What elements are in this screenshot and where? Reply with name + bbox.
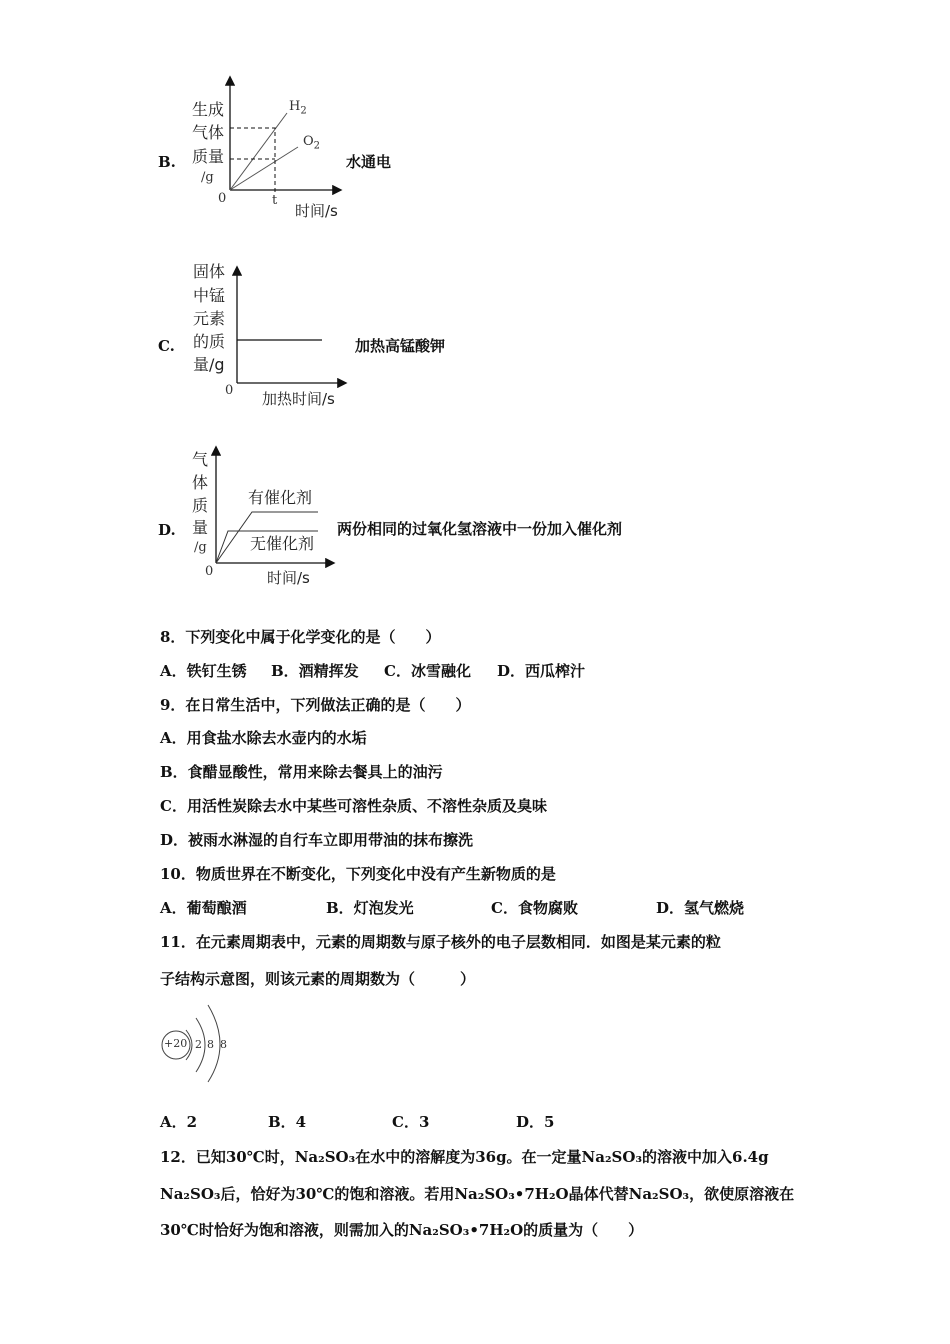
atom-nucleus-charge: +20 [164,1037,188,1050]
question-9-stem: 9．在日常生活中，下列做法正确的是（ ） [160,696,471,714]
q9-option-b: B．食醋显酸性，常用来除去餐具上的油污 [160,763,443,781]
chart-c-ylabel: 固体 [193,262,226,281]
chart-d-ylabel: 气 [192,450,209,469]
q11-option-a: A．2 [160,1113,198,1131]
q11-option-d: D．5 [516,1113,555,1131]
q9-option-d: D．被雨水淋湿的自行车立即用带油的抹布擦洗 [160,831,474,849]
chart-d-ylabel: 体 [192,473,209,492]
q10-option-c: C．食物腐败 [491,899,578,917]
chart-b-ylabel: 生成 [192,100,225,119]
chart-b-xlabel: 时间/s [295,202,338,220]
chart-b-o2-line [230,147,298,190]
question-11-stem: 11．在元素周期表中，元素的周期数与原子核外的电子层数相同．如图是某元素的粒 [160,933,721,951]
chart-c-xlabel: 加热时间/s [262,390,335,408]
q10-option-b: B．灯泡发光 [326,899,414,917]
q9-option-a: A．用食盐水除去水壶内的水垢 [160,729,367,747]
q10-option-a: A．葡萄酿酒 [160,899,247,917]
option-c-letter: C. [158,337,175,355]
chart-b-ylabel: 质量 [192,147,225,166]
chart-b-h2-line [230,113,287,190]
chart-d-ylabel: /g [194,540,207,555]
chart-c-ylabel: 的质 [193,332,226,351]
question-12-stem: 12．已知30℃时，Na₂SO₃在水中的溶解度为36g。在一定量Na₂SO₃的溶液中加入6.4g [160,1148,769,1166]
q9-option-c: C．用活性炭除去水中某些可溶性杂质、不溶性杂质及臭味 [160,797,547,815]
chart-c-ylabel: 量/g [193,355,225,374]
chart-b-ylabel: 气体 [192,123,225,142]
question-12-stem: 30℃时恰好为饱和溶液，则需加入的Na₂SO₃•7H₂O的质量为（ ） [160,1221,644,1239]
chart-c-ylabel: 元素 [193,309,226,328]
chart-c-origin: 0 [225,383,234,398]
q11-option-c: C．3 [392,1113,430,1131]
chart-d-catalyst-label: 有催化剂 [248,488,313,507]
chart-b-tick-t: t [272,193,278,208]
q8-option-c: C．冰雪融化 [384,662,471,680]
chart-d-caption: 两份相同的过氧化氢溶液中一份加入催化剂 [337,520,623,538]
q10-option-d: D．氢气燃烧 [656,899,745,917]
q8-option-b: B．酒精挥发 [271,662,359,680]
chart-b-origin: 0 [218,191,227,206]
option-d-letter: D. [158,521,176,539]
chart-c-caption: 加热高锰酸钾 [355,337,446,355]
q8-option-a: A．铁钉生锈 [160,662,247,680]
option-b-letter: B. [158,153,176,171]
chart-d-ylabel: 质 [192,496,209,515]
q8-option-d: D．西瓜榨汁 [497,662,586,680]
atom-shell-electrons: 8 [207,1038,214,1051]
atom-shell-electrons: 8 [220,1038,227,1051]
atom-shell-electrons: 2 [195,1038,202,1051]
question-12-stem: Na₂SO₃后，恰好为30℃的饱和溶液。若用Na₂SO₃•7H₂O晶体代替Na₂SO₃，欲使原溶液在 [160,1185,795,1203]
question-8-stem: 8．下列变化中属于化学变化的是（ ） [160,628,441,646]
question-11-stem: 子结构示意图，则该元素的周期数为（ ） [160,970,476,988]
chart-b-h2-label: $H_2$ [289,99,307,117]
chart-d-ylabel: 量 [192,518,209,537]
chart-b-ylabel: /g [201,170,214,185]
chart-d-origin: 0 [205,564,214,579]
chart-c-ylabel: 中锰 [193,286,226,305]
chart-b-o2-label: $O_2$ [303,134,321,152]
q11-option-b: B．4 [268,1113,307,1131]
chart-d-no-catalyst-label: 无催化剂 [250,534,315,553]
chart-b-caption: 水通电 [346,153,392,171]
question-10-stem: 10．物质世界在不断变化，下列变化中没有产生新物质的是 [160,865,556,883]
chart-d-xlabel: 时间/s [267,569,310,587]
